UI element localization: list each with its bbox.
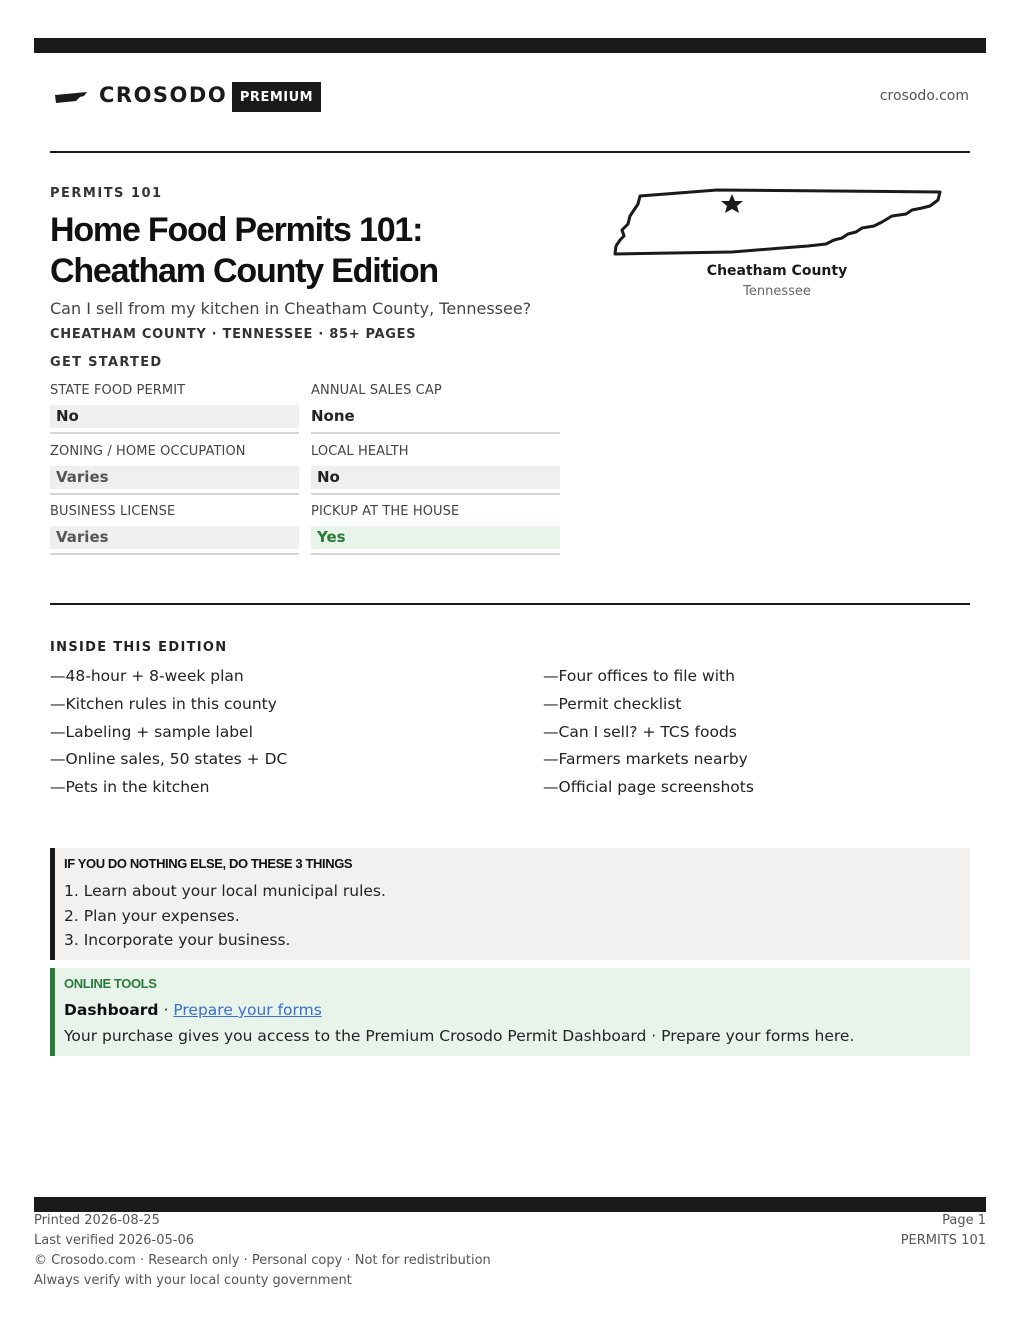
list-item: —Official page screenshots: [543, 778, 754, 797]
list-item: —Pets in the kitchen: [50, 778, 210, 797]
field-rule: [50, 432, 299, 434]
field-annual-sales-cap: [311, 383, 560, 434]
field-label: PICKUP AT THE HOUSE: [311, 504, 460, 519]
title-line-2: Cheatham County Edition: [50, 252, 438, 290]
list-item: —Can I sell? + TCS foods: [543, 722, 737, 741]
callout-list: [64, 879, 386, 953]
page-number: Page 1: [942, 1213, 986, 1228]
field-label: BUSINESS LICENSE: [50, 504, 176, 519]
field-value: No: [50, 405, 299, 428]
section-divider: [50, 603, 970, 605]
state-outline: [615, 190, 940, 254]
callout-heading: IF YOU DO NOTHING ELSE, DO THESE 3 THINGS: [64, 856, 353, 871]
list-item: —Four offices to file with: [543, 667, 735, 685]
inside-heading: INSIDE THIS EDITION: [50, 640, 228, 655]
edition-meta: CHEATHAM COUNTY · TENNESSEE · 85+ PAGES: [50, 327, 417, 342]
field-zoning: [50, 444, 299, 495]
inside-list-left: [50, 663, 287, 802]
field-value: Varies: [50, 526, 299, 549]
tennessee-map: [612, 186, 944, 260]
bottom-bar: [34, 1197, 986, 1212]
online-tools-heading: ONLINE TOOLS: [64, 976, 157, 991]
county-star-icon: [721, 194, 743, 213]
online-tools-callout: [50, 968, 970, 1056]
field-value: Yes: [311, 526, 560, 549]
prepare-forms-link[interactable]: Prepare your forms: [173, 1001, 322, 1019]
printed-date: Printed 2026-08-25: [34, 1213, 160, 1228]
list-item: —Kitchen rules in this county: [50, 694, 277, 713]
map-state-label: Tennessee: [743, 284, 811, 299]
top-bar: [34, 38, 986, 53]
field-value: No: [311, 466, 560, 489]
subtitle: Can I sell from my kitchen in Cheatham County, Tennessee?: [50, 299, 532, 318]
field-business-license: [50, 504, 299, 555]
field-label: LOCAL HEALTH: [311, 444, 409, 459]
list-item: 2. Plan your expenses.: [64, 906, 240, 925]
footer-right: [901, 1211, 986, 1251]
page-title: [50, 210, 570, 292]
premium-badge: PREMIUM: [232, 82, 321, 112]
field-rule: [311, 432, 560, 434]
field-label: STATE FOOD PERMIT: [50, 383, 186, 398]
footer-section: PERMITS 101: [900, 1233, 986, 1248]
verified-date: Last verified 2026-05-06: [34, 1233, 194, 1248]
list-item: —Online sales, 50 states + DC: [50, 750, 288, 769]
field-rule: [311, 553, 560, 555]
list-item: —Farmers markets nearby: [543, 750, 748, 769]
online-tools-links: [64, 1001, 322, 1019]
field-pickup: [311, 504, 560, 555]
kicker: PERMITS 101: [50, 186, 163, 201]
list-item: 1. Learn about your local municipal rules.: [64, 882, 386, 900]
separator: ·: [158, 1001, 174, 1019]
list-item: —Permit checklist: [543, 694, 682, 713]
three-things-callout: [50, 848, 970, 960]
map-county-label: Cheatham County: [706, 263, 848, 279]
list-item: 3. Incorporate your business.: [64, 931, 291, 949]
header-divider: [50, 151, 970, 153]
inside-list-right: [543, 663, 754, 802]
footer-left: [34, 1211, 491, 1291]
field-label: ZONING / HOME OCCUPATION: [50, 444, 246, 459]
field-rule: [50, 553, 299, 555]
field-state-food-permit: [50, 383, 299, 434]
online-tools-description: Your purchase gives you access to the Premium Crosodo Permit Dashboard · Prepare your forms here.: [64, 1027, 855, 1045]
get-started-heading: GET STARTED: [50, 355, 163, 370]
brand-name[interactable]: CROSODO: [99, 83, 228, 107]
field-rule: [50, 493, 299, 495]
logo-icon: [54, 90, 88, 104]
site-url[interactable]: crosodo.com: [879, 88, 969, 104]
copyright: © Crosodo.com · Research only · Personal copy · Not for redistribution: [34, 1253, 491, 1268]
title-line-1: Home Food Permits 101:: [50, 211, 423, 249]
field-value: None: [311, 407, 355, 425]
list-item: —Labeling + sample label: [50, 722, 253, 741]
field-local-health: [311, 444, 560, 495]
list-item: —48-hour + 8-week plan: [50, 667, 244, 685]
field-label: ANNUAL SALES CAP: [311, 383, 442, 398]
field-value: Varies: [50, 466, 299, 489]
dashboard-label: Dashboard: [64, 1001, 159, 1019]
field-rule: [311, 493, 560, 495]
verify-advice: Always verify with your local county government: [34, 1273, 352, 1288]
